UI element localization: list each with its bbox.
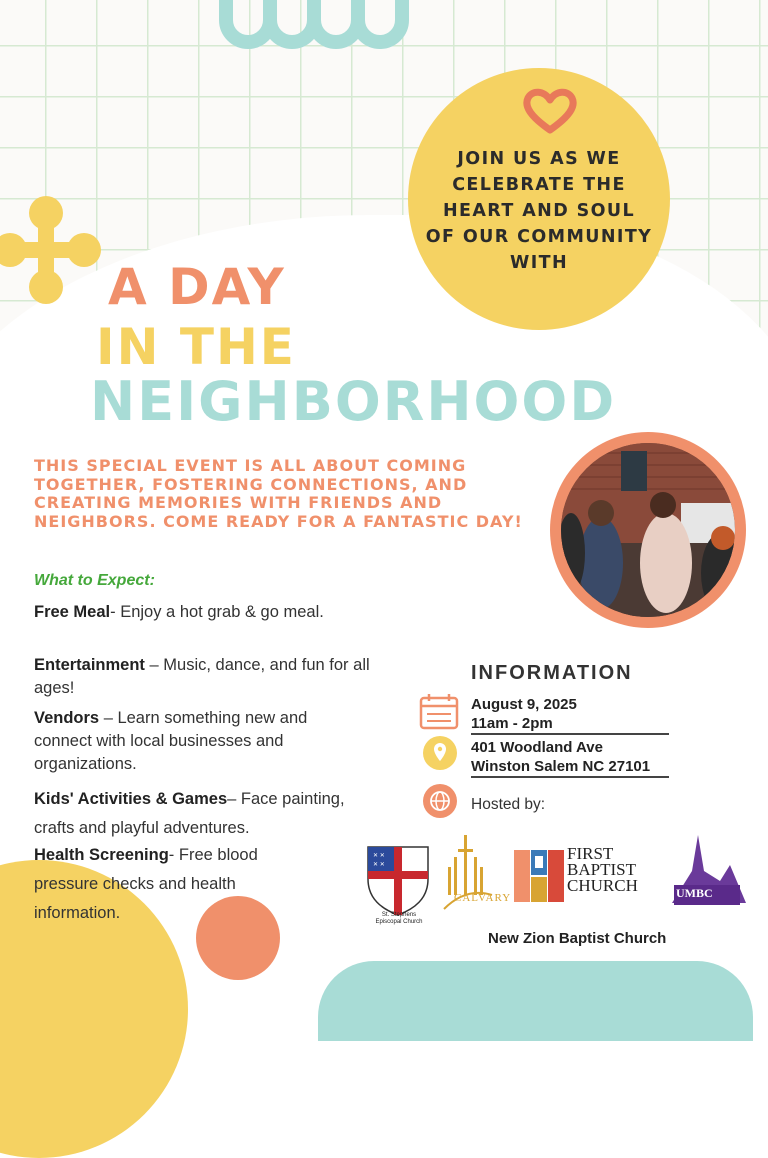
teal-block-decoration [318, 961, 753, 1041]
intro-text: JOIN US AS WE CELEBRATE THE HEART AND SOUL OF OUR COMMUNITY WITH [425, 149, 653, 273]
community-photo [561, 443, 735, 617]
address-line-2: Winston Salem NC 27101 [471, 758, 651, 775]
calvary-logo [440, 835, 496, 917]
list-item: Entertainment – Music, dance, and fun for all ages! [34, 656, 370, 697]
info-heading: INFORMATION [471, 662, 633, 684]
first-baptist-logo [514, 850, 564, 902]
new-zion-label: New Zion Baptist Church [488, 930, 667, 947]
list-item: Free Meal- Enjoy a hot grab & go meal. [34, 603, 324, 621]
yellow-cross-decoration [0, 195, 104, 307]
calendar-icon [418, 692, 460, 732]
event-time: 11am - 2pm [471, 715, 553, 732]
hosted-by-label: Hosted by: [471, 796, 546, 813]
svg-text:✕ ✕: ✕ ✕ [373, 853, 385, 859]
teal-arcs-decoration [208, 0, 418, 60]
title-line-3: NEIGHBORHOOD [90, 370, 617, 433]
expect-heading: What to Expect: [34, 572, 155, 589]
globe-icon [422, 783, 458, 819]
st-stephens-label: St. Stephens Episcopal Church [375, 912, 423, 925]
divider [471, 733, 669, 735]
first-baptist-label: FIRST BAPTIST CHURCH [567, 844, 638, 895]
umbc-label: UMBC [676, 886, 713, 900]
divider [471, 776, 669, 778]
heart-icon [520, 84, 580, 136]
svg-text:✕ ✕: ✕ ✕ [373, 862, 385, 868]
location-pin-icon [422, 735, 458, 771]
title-line-1: A DAY [108, 258, 286, 316]
list-item: Vendors – Learn something new and connect with local businesses and organizations. [34, 709, 308, 773]
event-date: August 9, 2025 [471, 696, 577, 713]
address-line-1: 401 Woodland Ave [471, 739, 603, 756]
event-description: THIS SPECIAL EVENT IS ALL ABOUT COMING TOGETHER, FOSTERING CONNECTIONS, AND CREATING MEMORIES WITH FRIENDS AND NEIGHBORS. COME READY FOR A FANTASTIC DAY! [34, 456, 523, 531]
calvary-label: CALVARY [454, 892, 512, 904]
list-item: Kids' Activities & Games– Face painting, crafts and playful adventures. [34, 790, 345, 837]
list-item: Health Screening- Free blood pressure checks and health information. [34, 846, 258, 922]
title-line-2: IN THE [96, 318, 296, 376]
